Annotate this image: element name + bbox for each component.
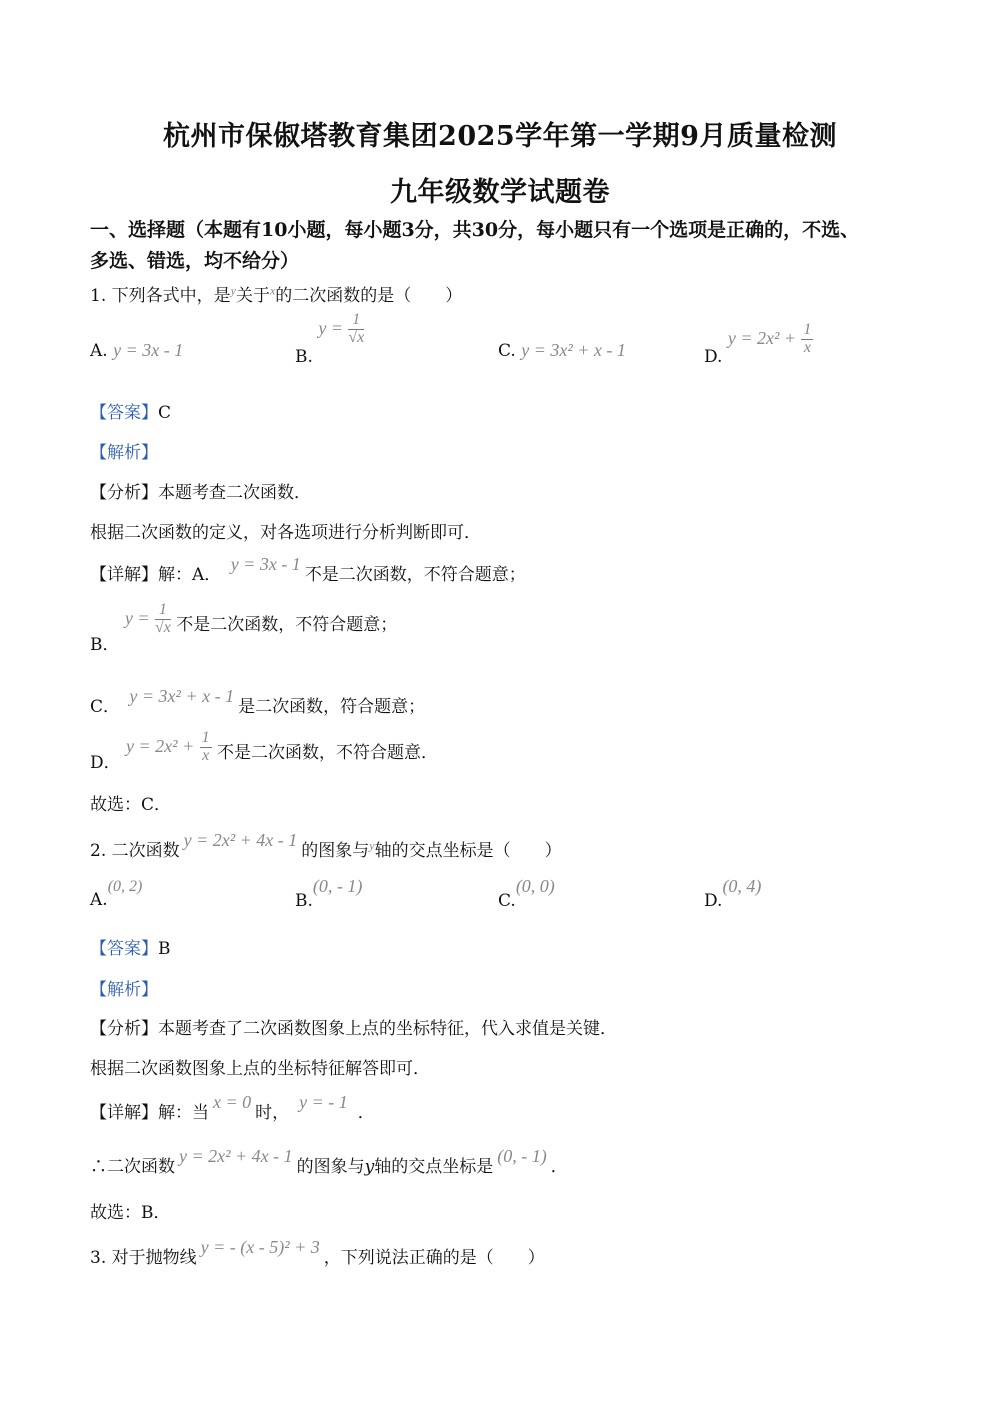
q2-detail [90, 1092, 375, 1123]
stem-text: 的二次函数的是（ ） [275, 286, 463, 306]
detail-text: ． [357, 1103, 375, 1123]
detail-lhs: y = [124, 607, 150, 628]
detail-formula: y = 3x² + x - 1 [129, 686, 235, 706]
q2-method: 根据二次函数图象上点的坐标特征解答即可． [90, 1059, 430, 1079]
q2-option-a [90, 876, 143, 910]
stem-formula: y = - (x - 5)² + 3 [200, 1237, 320, 1257]
detail-label: B． [90, 634, 120, 655]
q1-detail-c [90, 686, 426, 717]
fraction [200, 730, 212, 765]
detail-label: C． [90, 697, 121, 717]
q2-fenxi: 【分析】本题考查了二次函数图象上点的坐标特征，代入求值是关键． [90, 1019, 617, 1039]
question-1-stem [90, 281, 462, 306]
stem-text: 3. 对于抛物线 [90, 1248, 197, 1268]
option-lhs: y = [318, 317, 343, 338]
q2-analysis-tag: 【解析】 [90, 980, 158, 1000]
detail-text: 不是二次函数，不符合题意； [304, 565, 526, 585]
var-y: y [369, 838, 375, 853]
denominator: x [202, 746, 210, 764]
option-letter: C. [498, 341, 516, 361]
denominator: √x [154, 618, 171, 636]
q1-detail-a [90, 554, 526, 585]
stem-text: 2. 二次函数 [90, 841, 180, 861]
therefore-text: ∴二次函数 [90, 1157, 175, 1177]
q1-fenxi: 【分析】本题考查二次函数． [90, 483, 311, 503]
detail-text: 【详解】解：当 [90, 1103, 209, 1123]
answer-tag: 【答案】 [90, 939, 158, 959]
therefore-point: (0, - 1) [497, 1146, 547, 1166]
option-letter: D. [704, 346, 723, 367]
detail-text: 是二次函数，符合题意； [238, 697, 426, 717]
option-formula: y = 3x² + x - 1 [521, 340, 626, 360]
section-heading-line2: 多选、错选，均不给分） [90, 250, 300, 272]
therefore-text: ． [550, 1157, 568, 1177]
option-letter: B. [295, 346, 313, 367]
stem-text: 的图象与 [301, 841, 370, 861]
detail-formula: x = 0 [213, 1092, 252, 1112]
option-letter: A. [90, 890, 108, 910]
q1-conclusion: 故选：C． [90, 795, 172, 815]
denominator: √x [348, 328, 365, 346]
detail-formula: y = - 1 [299, 1092, 348, 1112]
numerator: 1 [201, 729, 210, 746]
fraction [155, 602, 171, 637]
detail-text: 不是二次函数，不符合题意． [217, 742, 439, 763]
detail-text: 不是二次函数，不符合题意； [176, 614, 398, 635]
therefore-var-y: y [364, 1157, 375, 1177]
q1-option-b [295, 311, 365, 367]
q1-method: 根据二次函数的定义，对各选项进行分析判断即可． [90, 523, 481, 543]
option-letter: C. [498, 891, 516, 911]
section-heading-line1: 一、选择题（本题有10小题，每小题3分，共30分，每小题只有一个选项是正确的，不选、 [90, 219, 860, 241]
q2-option-b [295, 876, 363, 911]
stem-text: 轴的交点坐标是（ ） [374, 841, 562, 861]
detail-text: 时， [255, 1103, 290, 1123]
stem-formula: y = 2x² + 4x - 1 [183, 830, 298, 850]
stem-text: 1. 下列各式中，是 [90, 286, 231, 306]
var-x: x [269, 283, 276, 298]
denominator: x [803, 338, 811, 356]
option-point: (0, - 1) [312, 876, 363, 896]
answer-value: C [158, 403, 172, 423]
option-lhs: y = 2x² + [727, 327, 797, 348]
answer-value: B [158, 939, 171, 959]
therefore-formula: y = 2x² + 4x - 1 [179, 1146, 293, 1166]
q2-answer [90, 934, 171, 959]
q2-option-d [704, 876, 762, 911]
q2-option-c [498, 876, 555, 911]
q1-analysis-tag: 【解析】 [90, 443, 158, 463]
detail-text: 【详解】解：A． [90, 565, 222, 585]
detail-lhs: y = 2x² + [126, 735, 195, 756]
question-3-stem [90, 1237, 545, 1268]
q2-therefore [90, 1146, 568, 1177]
numerator: 1 [348, 312, 364, 330]
stem-text: 关于 [235, 286, 270, 306]
therefore-text: 轴的交点坐标是 [374, 1157, 494, 1177]
fraction [348, 312, 364, 347]
answer-tag: 【答案】 [90, 403, 158, 423]
q1-option-d [704, 321, 813, 367]
option-point: (0, 4) [722, 876, 762, 896]
option-letter: B. [295, 891, 313, 911]
q1-answer [90, 398, 171, 423]
page-title: 杭州市保俶塔教育集团2025学年第一学期9月质量检测 [163, 121, 837, 152]
therefore-text: 的图象与 [296, 1157, 365, 1177]
option-letter: A. [90, 341, 108, 361]
q1-detail-d [90, 729, 439, 773]
fraction [801, 322, 813, 357]
option-point: (0, 2) [107, 878, 143, 895]
detail-formula: y = 3x - 1 [230, 554, 301, 574]
q1-option-c [498, 340, 626, 361]
q2-conclusion: 故选：B． [90, 1203, 171, 1223]
option-formula: y = 3x - 1 [113, 340, 184, 360]
option-letter: D. [704, 891, 723, 911]
q1-detail-b [90, 601, 398, 655]
stem-text: ，下列说法正确的是（ ） [323, 1248, 545, 1268]
question-2-stem [90, 830, 562, 861]
option-point: (0, 0) [515, 876, 555, 896]
q1-option-a [90, 340, 183, 361]
detail-label: D． [90, 752, 121, 773]
page-subtitle: 九年级数学试题卷 [390, 177, 610, 208]
numerator: 1 [155, 602, 171, 620]
numerator: 1 [803, 321, 812, 338]
var-y: y [230, 283, 236, 298]
